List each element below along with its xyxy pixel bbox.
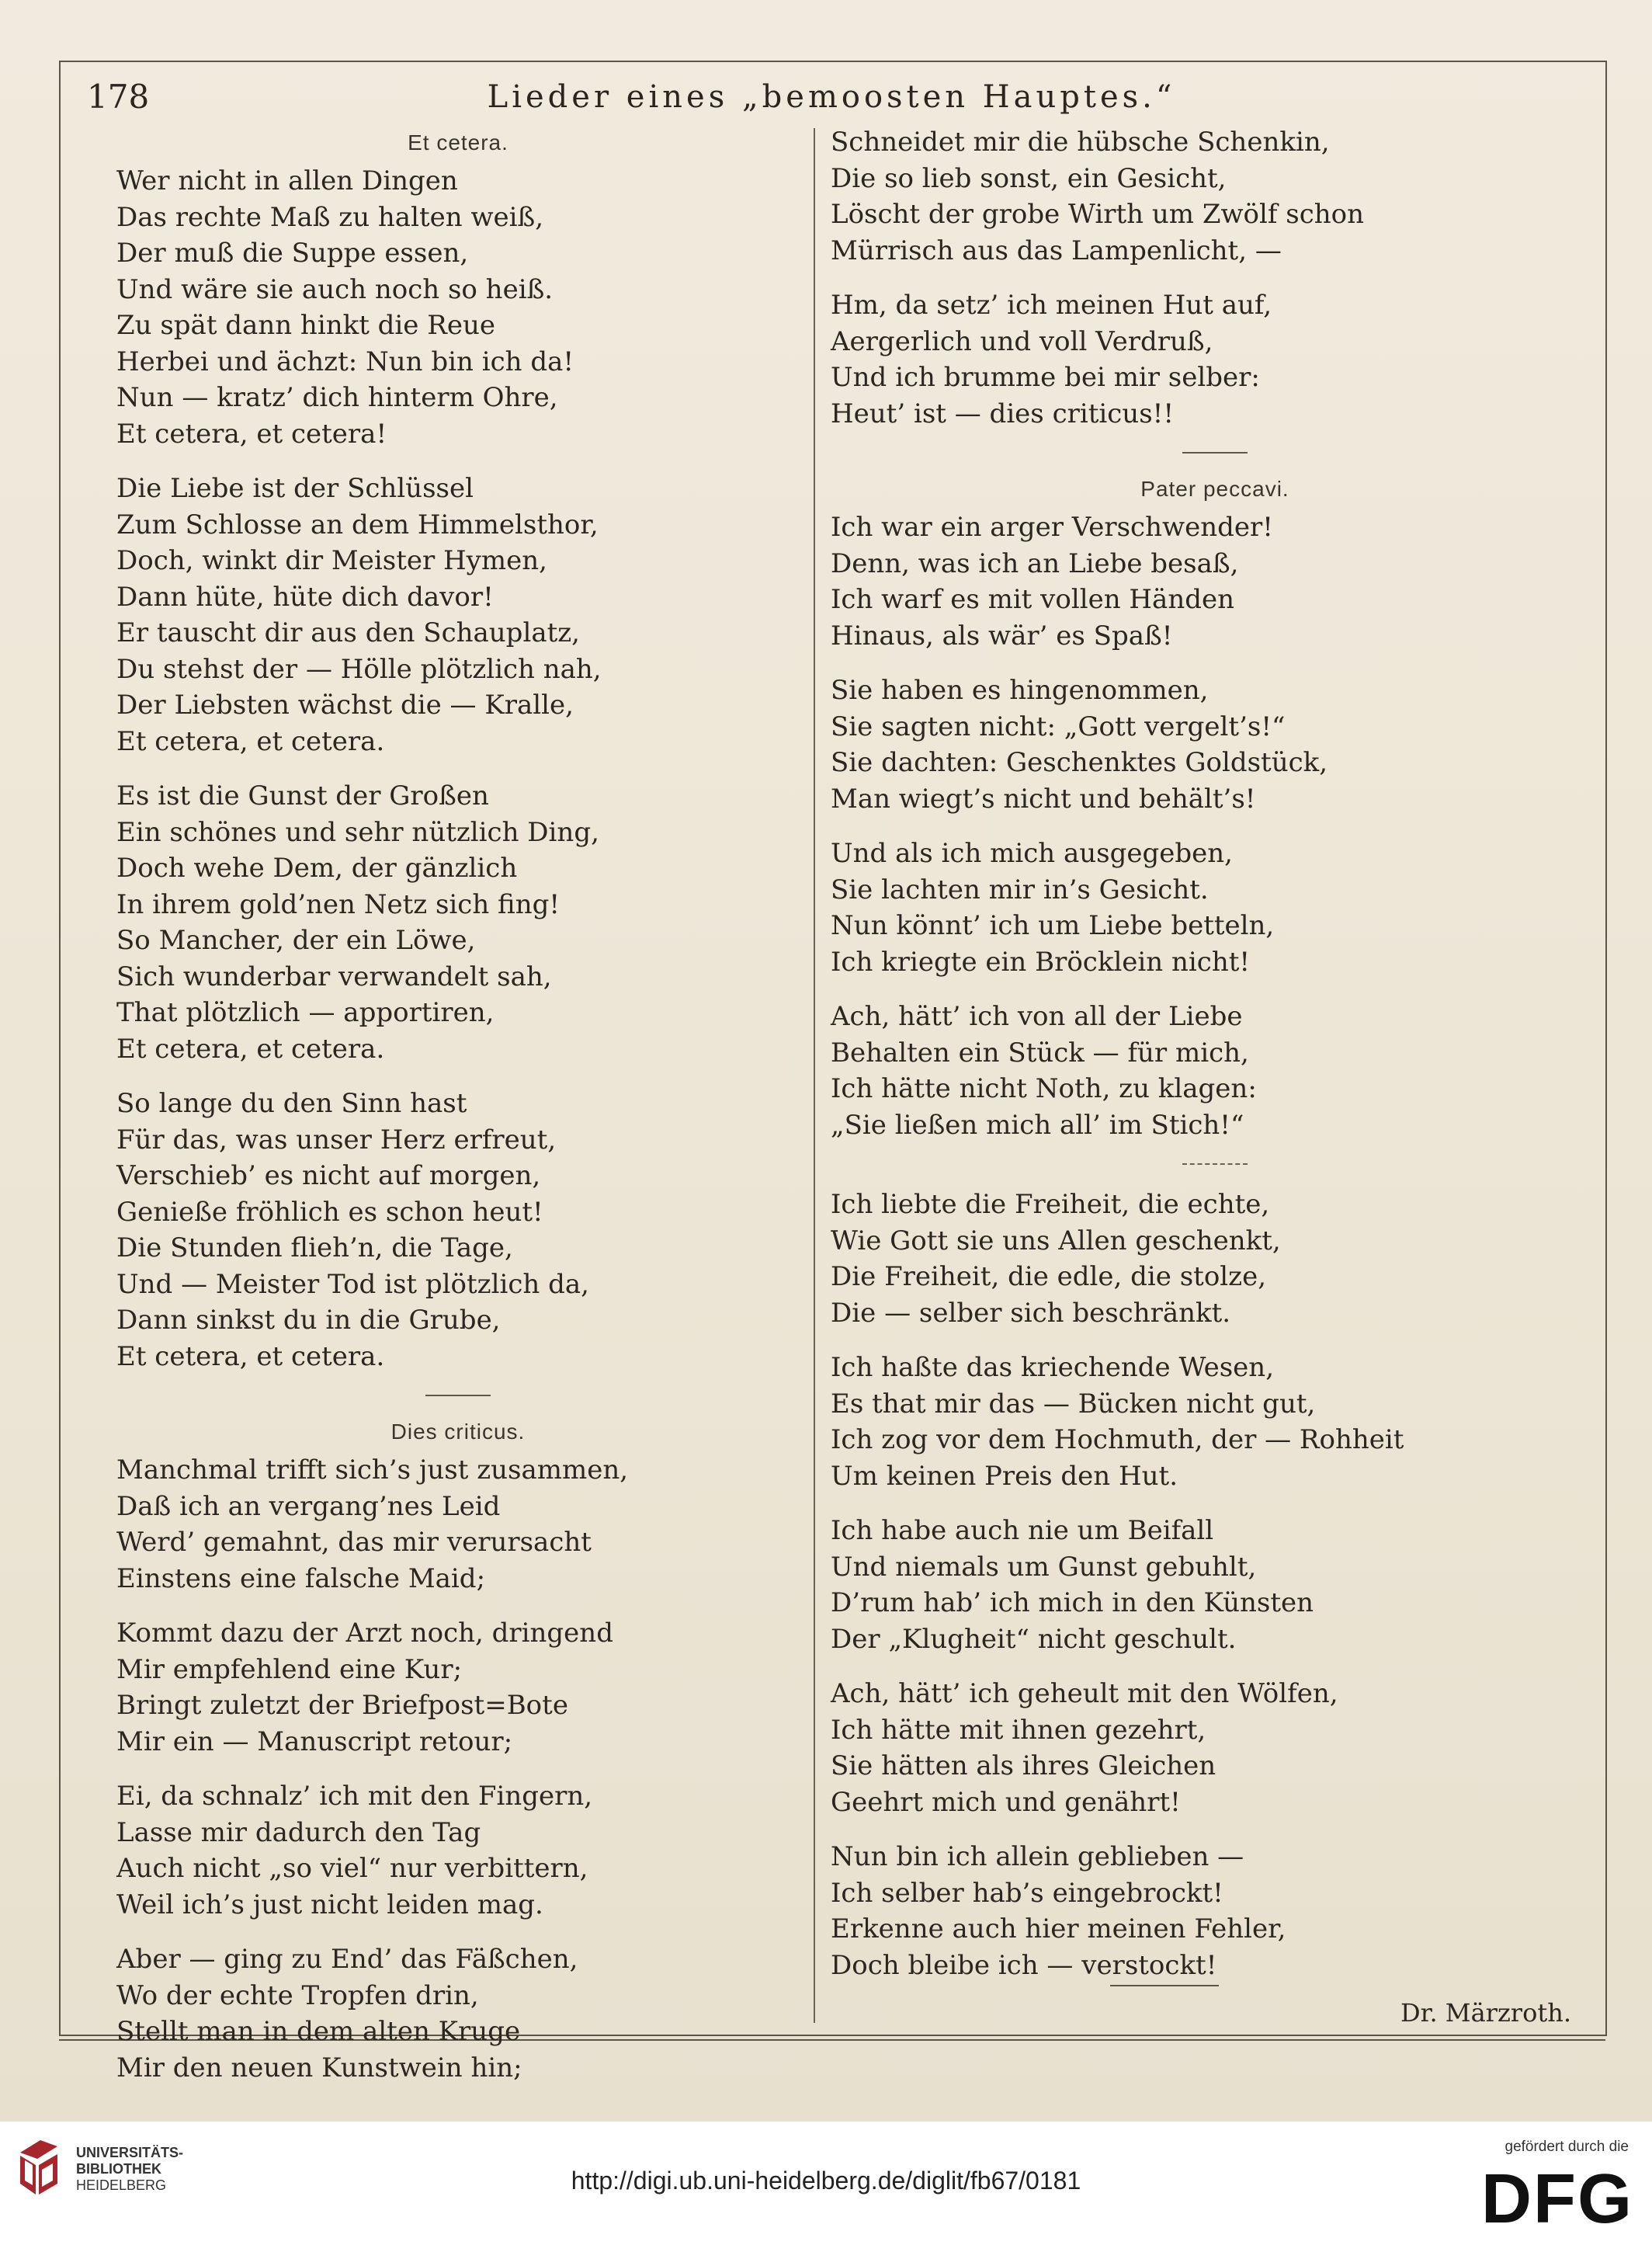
verse-line: Geehrt mich und genährt! [831,1786,1181,1818]
stanza [831,1187,1599,1331]
stanza [831,836,1599,980]
verse-line: Ich haßte das kriechende Wesen, [831,1352,1275,1383]
verse-line: „Sie ließen mich all’ im Stich!“ [831,1109,1244,1141]
verse-line: Mir empfehlend eine Kur; [116,1653,463,1685]
running-title: Lieder eines „bemoosten Hauptes.“ [487,79,1176,115]
verse-line: Et cetera, et cetera. [116,1033,385,1065]
funding-caption: gefördert durch die [1504,2139,1629,2155]
verse-line: Dann hüte, hüte dich davor! [116,581,494,613]
verse-line: Und wäre sie auch noch so heiß. [116,273,554,305]
verse-line: Ich hätte mit ihnen gezehrt, [831,1714,1206,1746]
dfg-logo: DFG [1481,2160,1633,2238]
verse-line: Hm, da setz’ ich meinen Hut auf, [831,290,1272,321]
verse-line: Die so lieb sonst, ein Gesicht, [831,162,1227,194]
page-header [59,68,1604,130]
verse-line: Heut’ ist — dies criticus!! [831,398,1174,429]
verse-line: Und ich brumme bei mir selber: [831,362,1260,393]
stanza [831,999,1599,1143]
closing-rule [1110,1985,1219,1986]
verse-line: Lasse mir dadurch den Tag [116,1816,481,1848]
verse-line: Ich zog vor dem Hochmuth, der — Rohheit [831,1424,1404,1455]
verse-line: Ach, hätt’ ich von all der Liebe [831,1001,1243,1032]
verse-line: Aber — ging zu End’ das Fäßchen, [116,1944,578,1975]
stanza [116,163,800,452]
verse-line: Hinaus, als wär’ es Spaß! [831,620,1173,652]
viewer-footer [0,2122,1652,2245]
stanza [116,1086,800,1374]
verse-line: Manchmal trifft sich’s just zusammen, [116,1454,629,1486]
verse-line: Er tauscht dir aus den Schauplatz, [116,617,580,648]
verse-line: Ich habe auch nie um Beifall [831,1515,1214,1546]
verse-line: Zu spät dann hinkt die Reue [116,310,495,341]
verse-line: Zum Schlosse an dem Himmelsthor, [116,509,599,540]
verse-line: Es that mir das — Bücken nicht gut, [831,1388,1316,1420]
page-number: 178 [87,78,150,116]
verse-line: Dann sinkst du in die Grube, [116,1305,501,1336]
verse-line: Sie dachten: Geschenktes Goldstück, [831,747,1328,778]
verse-line: Nun — kratz’ dich hinterm Ohre, [116,382,558,413]
permalink-url[interactable]: http://digi.ub.uni-heidelberg.de/diglit/fb67/0181 [571,2167,1081,2195]
right-column [831,124,1599,2028]
verse-line: Et cetera, et cetera. [116,725,385,757]
stanza [116,1615,800,1760]
verse-line: So Mancher, der ein Löwe, [116,925,476,956]
stanza [831,1676,1599,1820]
verse-line: Sie hätten als ihres Gleichen [831,1750,1216,1781]
verse-line: Mir den neuen Kunstwein hin; [116,2052,522,2083]
verse-line: Verschieb’ es nicht auf morgen, [116,1160,541,1191]
verse-line: Mürrisch aus das Lampenlicht, — [831,235,1282,266]
column-divider [814,128,815,2023]
stanza [831,1513,1599,1657]
section-separator [425,1395,491,1396]
stanza [116,1452,800,1597]
verse-line: Herbei und ächzt: Nun bin ich da! [116,346,574,377]
verse-line: Stellt man in dem alten Kruge [116,2016,521,2047]
verse-line: Ein schönes und sehr nützlich Ding, [116,816,599,848]
verse-line: Du stehst der — Hölle plötzlich nah, [116,653,602,685]
verse-line: Sie lachten mir in’s Gesicht. [831,874,1209,905]
verse-line: Doch bleibe ich — verstockt! [831,1949,1217,1981]
verse-line: Doch wehe Dem, der gänzlich [116,853,518,884]
verse-line: Bringt zuletzt der Briefpost=Bote [116,1690,568,1721]
stanza [116,1778,800,1923]
verse-line: Wer nicht in allen Dingen [116,165,458,196]
verse-line: Behalten ein Stück — für mich, [831,1037,1249,1069]
verse-line: Die Stunden flieh’n, die Tage, [116,1232,513,1263]
verse-line: Ich warf es mit vollen Händen [831,584,1235,615]
verse-line: Ich war ein arger Verschwender! [831,512,1273,543]
verse-line: Die Freiheit, die edle, die stolze, [831,1261,1266,1292]
verse-line: Erkenne auch hier meinen Fehler, [831,1913,1286,1944]
verse-line: Und — Meister Tod ist plötzlich da, [116,1268,589,1300]
verse-line: Doch, winkt dir Meister Hymen, [116,545,547,576]
verse-line: Die — selber sich beschränkt. [831,1297,1231,1329]
verse-line: Aergerlich und voll Verdruß, [831,325,1213,357]
verse-line: Nun könnt’ ich um Liebe betteln, [831,910,1275,941]
verse-line: Und niemals um Gunst gebuhlt, [831,1551,1257,1583]
verse-line: Die Liebe ist der Schlüssel [116,473,474,504]
verse-line: Sich wunderbar verwandelt sah, [116,961,552,992]
verse-line: Einstens eine falsche Maid; [116,1562,486,1594]
verse-line: Das rechte Maß zu halten weiß, [116,201,544,233]
section-separator [1182,1163,1248,1165]
verse-line: Weil ich’s just nicht leiden mag. [116,1889,543,1920]
verse-line: Der Liebsten wächst die — Kralle, [116,690,574,721]
verse-line: Wo der echte Tropfen drin, [116,1979,479,2011]
verse-line: Nun bin ich allein geblieben — [831,1841,1244,1872]
verse-line: Es ist die Gunst der Großen [116,780,489,811]
verse-line: Et cetera, et cetera. [116,1340,385,1372]
stanza [831,1839,1599,1983]
verse-line: Löscht der grobe Wirth um Zwölf schon [831,199,1365,230]
stanza [831,509,1599,654]
verse-line: Werd’ gemahnt, das mir verursacht [116,1527,592,1558]
stanza [116,778,800,1067]
verse-line: Ach, hätt’ ich geheult mit den Wölfen, [831,1678,1338,1709]
verse-line: Schneidet mir die hübsche Schenkin, [831,127,1330,158]
verse-line: Denn, was ich an Liebe besaß, [831,547,1239,579]
poem-title: Pater peccavi. [1140,477,1289,501]
verse-line: Und als ich mich ausgegeben, [831,838,1233,869]
university-library-name: UNIVERSITÄTS- BIBLIOTHEK HEIDELBERG [76,2145,184,2193]
left-column [116,124,800,2104]
verse-line: Um keinen Preis den Hut. [831,1460,1178,1492]
verse-line: So lange du den Sinn hast [116,1088,467,1119]
verse-line: Mir ein — Manuscript retour; [116,1725,513,1757]
stanza [831,287,1599,432]
verse-line: Der „Klugheit“ nicht geschult. [831,1623,1237,1655]
verse-line: Ich liebte die Freiheit, die echte, [831,1189,1270,1220]
verse-line: In ihrem gold’nen Netz sich fing! [116,888,560,920]
verse-line: Ich kriegte ein Bröcklein nicht! [831,946,1251,978]
stanza [116,471,800,759]
verse-line: Ich hätte nicht Noth, zu klagen: [831,1073,1257,1104]
verse-line: Wie Gott sie uns Allen geschenkt, [831,1225,1281,1256]
verse-line: Genieße fröhlich es schon heut! [116,1196,543,1228]
stanza [116,1941,800,2086]
verse-line: Der muß die Suppe essen, [116,238,469,269]
author-signature: Dr. Märzroth. [1400,1998,1571,2028]
verse-line: Sie sagten nicht: „Gott vergelt’s!“ [831,711,1286,742]
poem-title: Et cetera. [408,130,508,155]
verse-line: Ei, da schnalz’ ich mit den Fingern, [116,1781,593,1812]
stanza [831,124,1599,269]
verse-line: Kommt dazu der Arzt noch, dringend [116,1618,613,1649]
verse-line: Für das, was unser Herz erfreut, [116,1124,557,1156]
section-separator [1182,452,1248,454]
poem-title: Dies criticus. [390,1420,526,1444]
verse-line: That plötzlich — apportiren, [116,997,495,1028]
verse-line: D’rum hab’ ich mich in den Künsten [831,1587,1314,1618]
verse-line: Ich selber hab’s eingebrockt! [831,1877,1223,1909]
verse-line: Sie haben es hingenommen, [831,675,1209,706]
verse-line: Daß ich an vergang’nes Leid [116,1490,501,1522]
verse-line: Man wiegt’s nicht und behält’s! [831,783,1256,815]
stanza [831,672,1599,817]
stanza [831,1350,1599,1494]
verse-line: Et cetera, et cetera! [116,418,387,450]
verse-line: Auch nicht „so viel“ nur verbittern, [116,1853,588,1884]
